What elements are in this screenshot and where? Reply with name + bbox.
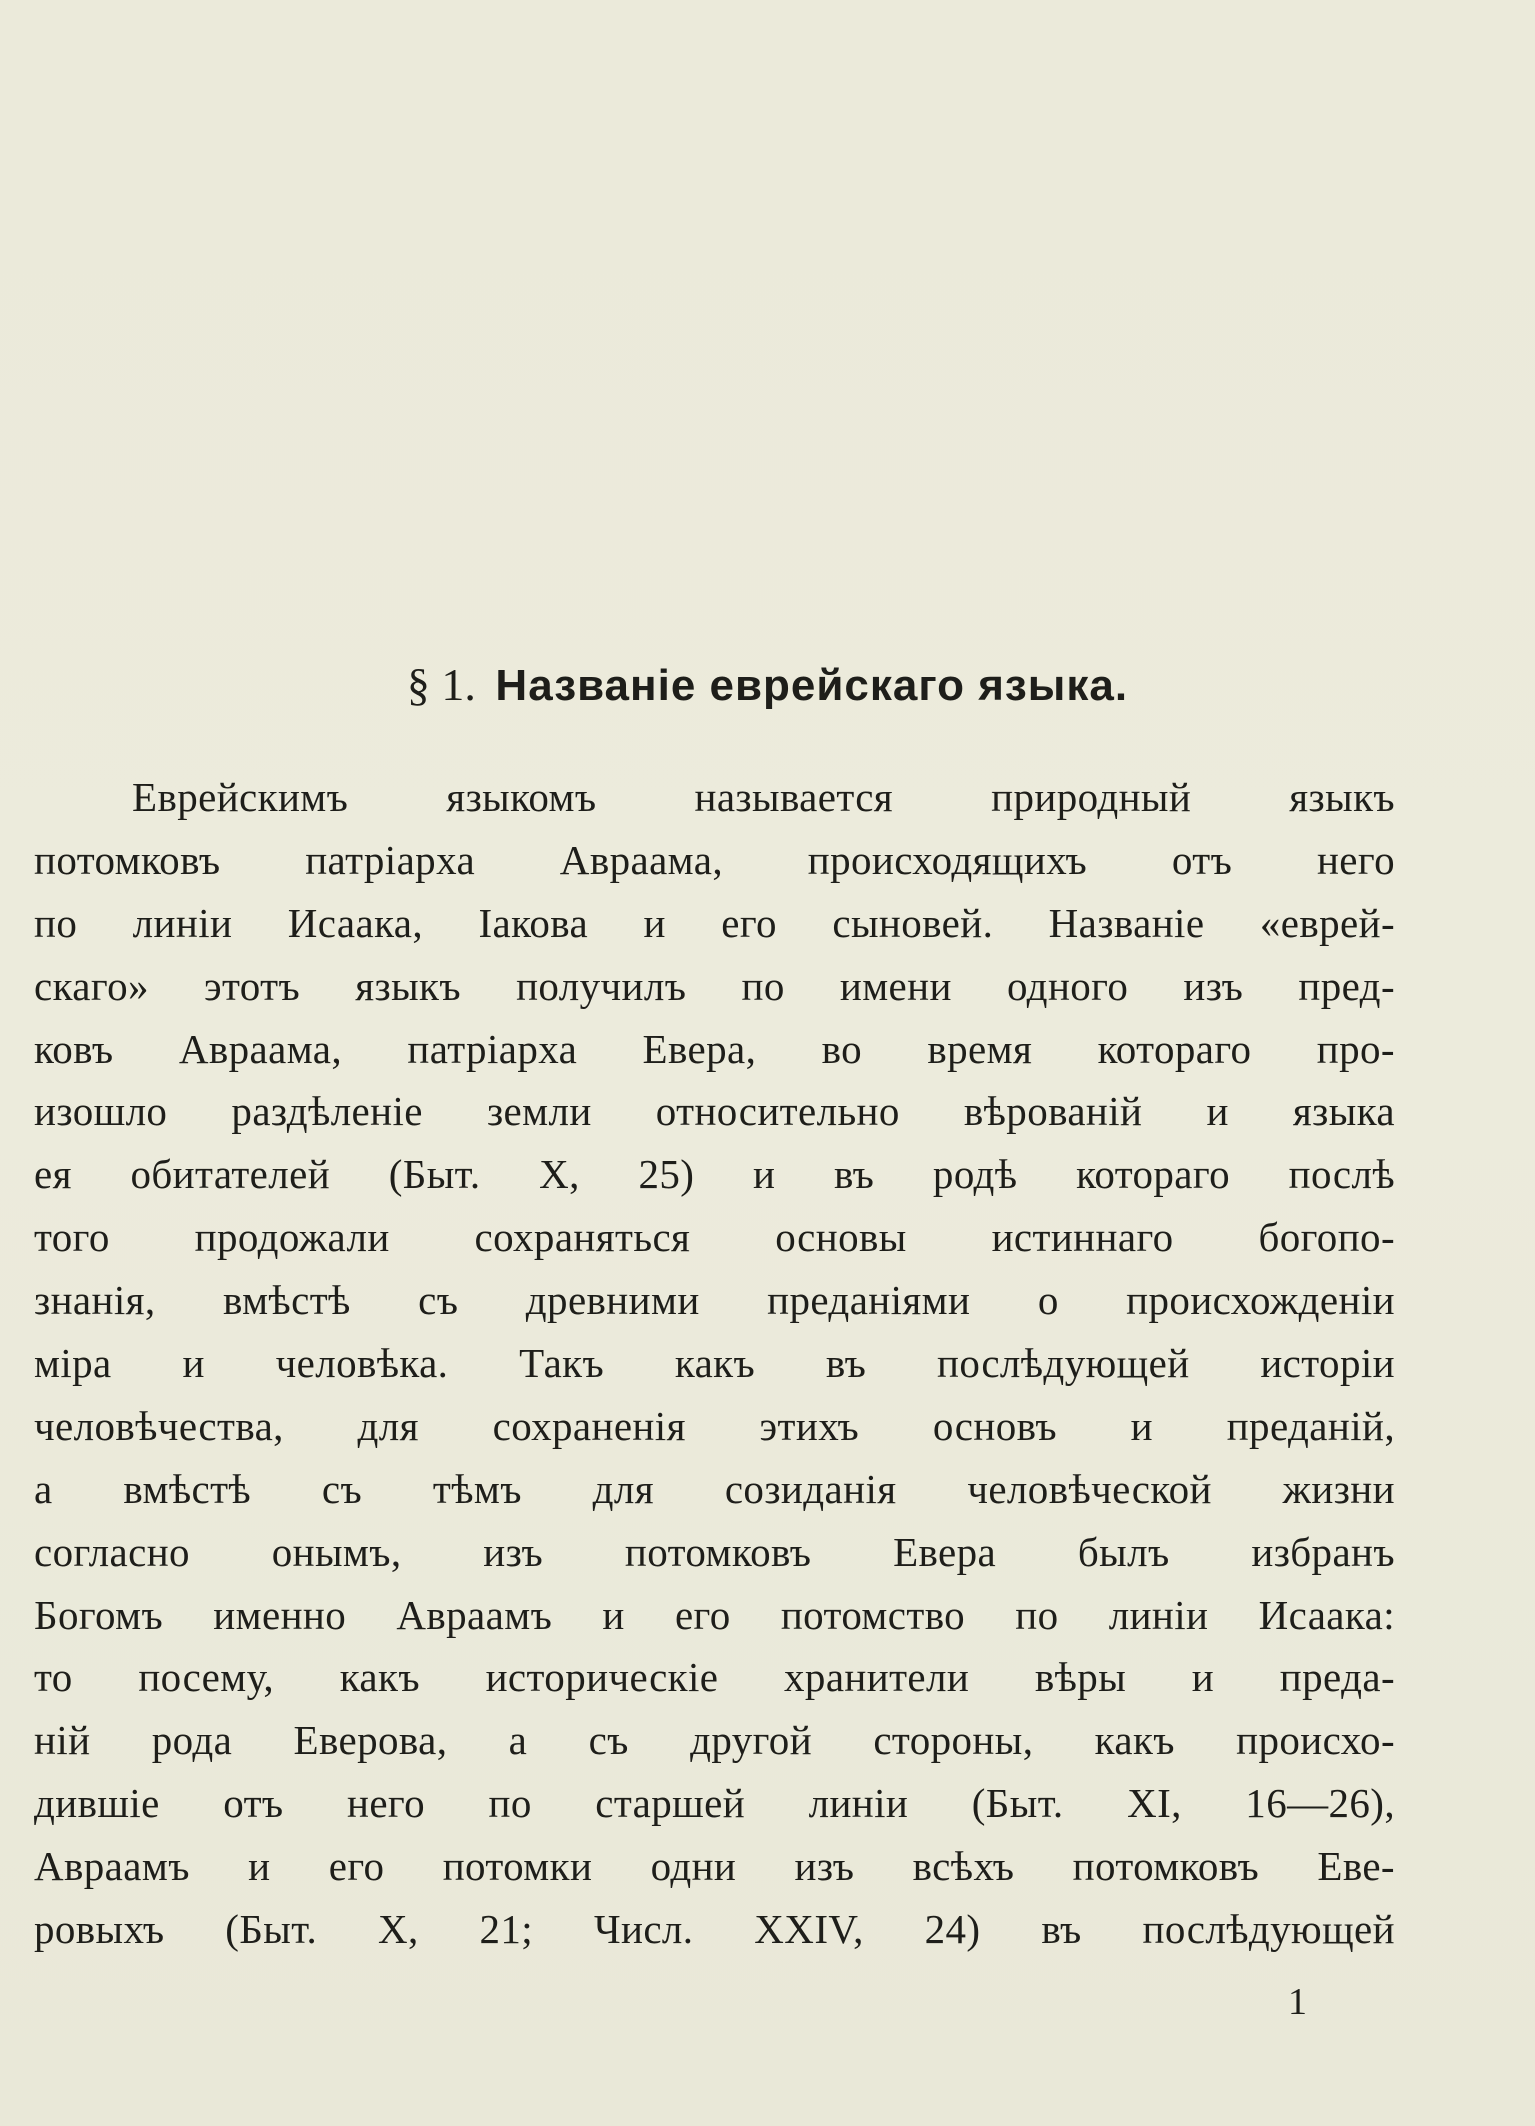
text-line: ея обитателей (Быт. X, 25) и въ родѣ котораго послѣ — [34, 1151, 1395, 1198]
section-number: § 1. — [406, 659, 476, 710]
page-number: 1 — [1288, 1981, 1307, 2023]
text-line: міра и человѣка. Такъ какъ въ послѣдующей исторіи — [34, 1340, 1395, 1387]
text-line: скаго» этотъ языкъ получилъ по имени одного изъ пред- — [34, 962, 1395, 1009]
text-line: то посему, какъ историческіе хранители вѣры и преда- — [34, 1654, 1395, 1701]
text-line: изошло раздѣленіе земли относительно вѣрованій и языка — [34, 1088, 1395, 1135]
text-line: дившіе отъ него по старшей линіи (Быт. XI, 16—26), — [34, 1780, 1395, 1827]
text-line: человѣчества, для сохраненія этихъ основъ и преданій, — [34, 1402, 1395, 1449]
text-line: Еврейскимъ языкомъ называется природный языкъ — [132, 774, 1395, 820]
text-line: ровыхъ (Быт. X, 21; Числ. XXIV, 24) въ послѣдующей — [34, 1906, 1395, 1953]
text-line: согласно онымъ, изъ потомковъ Евера былъ избранъ — [34, 1528, 1395, 1575]
text-line: потомковъ патріарха Авраама, происходящихъ отъ него — [34, 836, 1395, 883]
section-heading — [0, 655, 1535, 716]
text-line: Богомъ именно Авраамъ и его потомство по линіи Исаака: — [34, 1591, 1395, 1638]
text-line: ній рода Еверова, а съ другой стороны, какъ происхо- — [34, 1717, 1395, 1764]
text-line: знанія, вмѣстѣ съ древними преданіями о происхожденіи — [34, 1277, 1395, 1324]
text-line: ковъ Авраама, патріарха Евера, во время котораго про- — [34, 1025, 1395, 1072]
text-line: по линіи Исаака, Іакова и его сыновей. Названіе «еврей- — [34, 899, 1395, 946]
text-line: а вмѣстѣ съ тѣмъ для созиданія человѣческой жизни — [34, 1465, 1395, 1512]
text-line: того продожали сохраняться основы истиннаго богопо- — [34, 1214, 1395, 1261]
text-line: Авраамъ и его потомки одни изъ всѣхъ потомковъ Еве- — [34, 1843, 1395, 1890]
body-paragraph — [34, 766, 1395, 1961]
section-title: Названіе еврейскаго языка. — [495, 661, 1129, 710]
